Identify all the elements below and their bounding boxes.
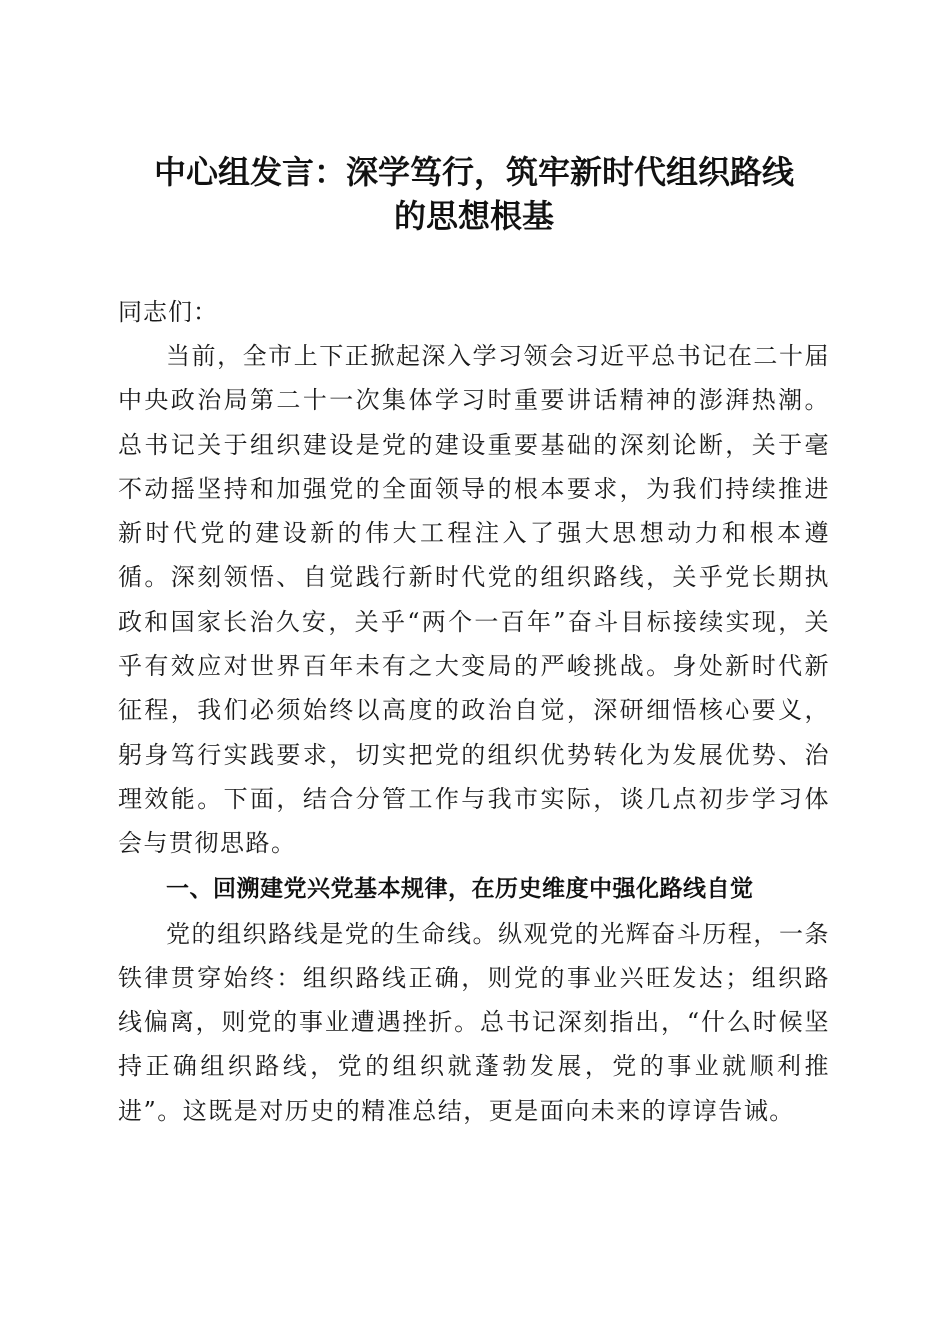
document-title	[118, 150, 830, 238]
paragraph-intro: 当前，全市上下正掀起深入学习领会习近平总书记在二十届中央政治局第二十一次集体学习时重要讲话精神的澎湃热潮。总书记关于组织建设是党的建设重要基础的深刻论断，关于毫不动摇坚持和加强党的全面领导的根本要求，为我们持续推进新时代党的建设新的伟大工程注入了强大思想动力和根本遵循。深刻领悟、自觉践行新时代党的组织路线，关乎党长期执政和国家长治久安，关乎“两个一百年”奋斗目标接续实现，关乎有效应对世界百年未有之大变局的严峻挑战。身处新时代新征程，我们必须始终以高度的政治自觉，深研细悟核心要义，躬身笃行实践要求，切实把党的组织优势转化为发展优势、治理效能。下面，结合分管工作与我市实际，谈几点初步学习体会与贯彻思路。	[118, 342, 830, 858]
paragraph-section-1: 党的组织路线是党的生命线。纵观党的光辉奋斗历程，一条铁律贯穿始终：组织路线正确，则党的事业兴旺发达；组织路线偏离，则党的事业遭遇挫折。总书记深刻指出，“什么时候坚持正确组织路线，党的组织就蓬勃发展，党的事业就顺利推进”。这既是对历史的精准总结，更是面向未来的谆谆告诫。	[118, 919, 830, 1125]
section-heading-1: 一、回溯建党兴党基本规律，在历史维度中强化路线自觉	[166, 875, 754, 902]
document-body	[118, 150, 830, 1133]
title-line-1: 中心组发言：深学笃行，筑牢新时代组织路线	[153, 153, 794, 191]
title-line-2: 的思想根基	[393, 197, 554, 235]
salutation: 同志们：	[118, 298, 218, 326]
